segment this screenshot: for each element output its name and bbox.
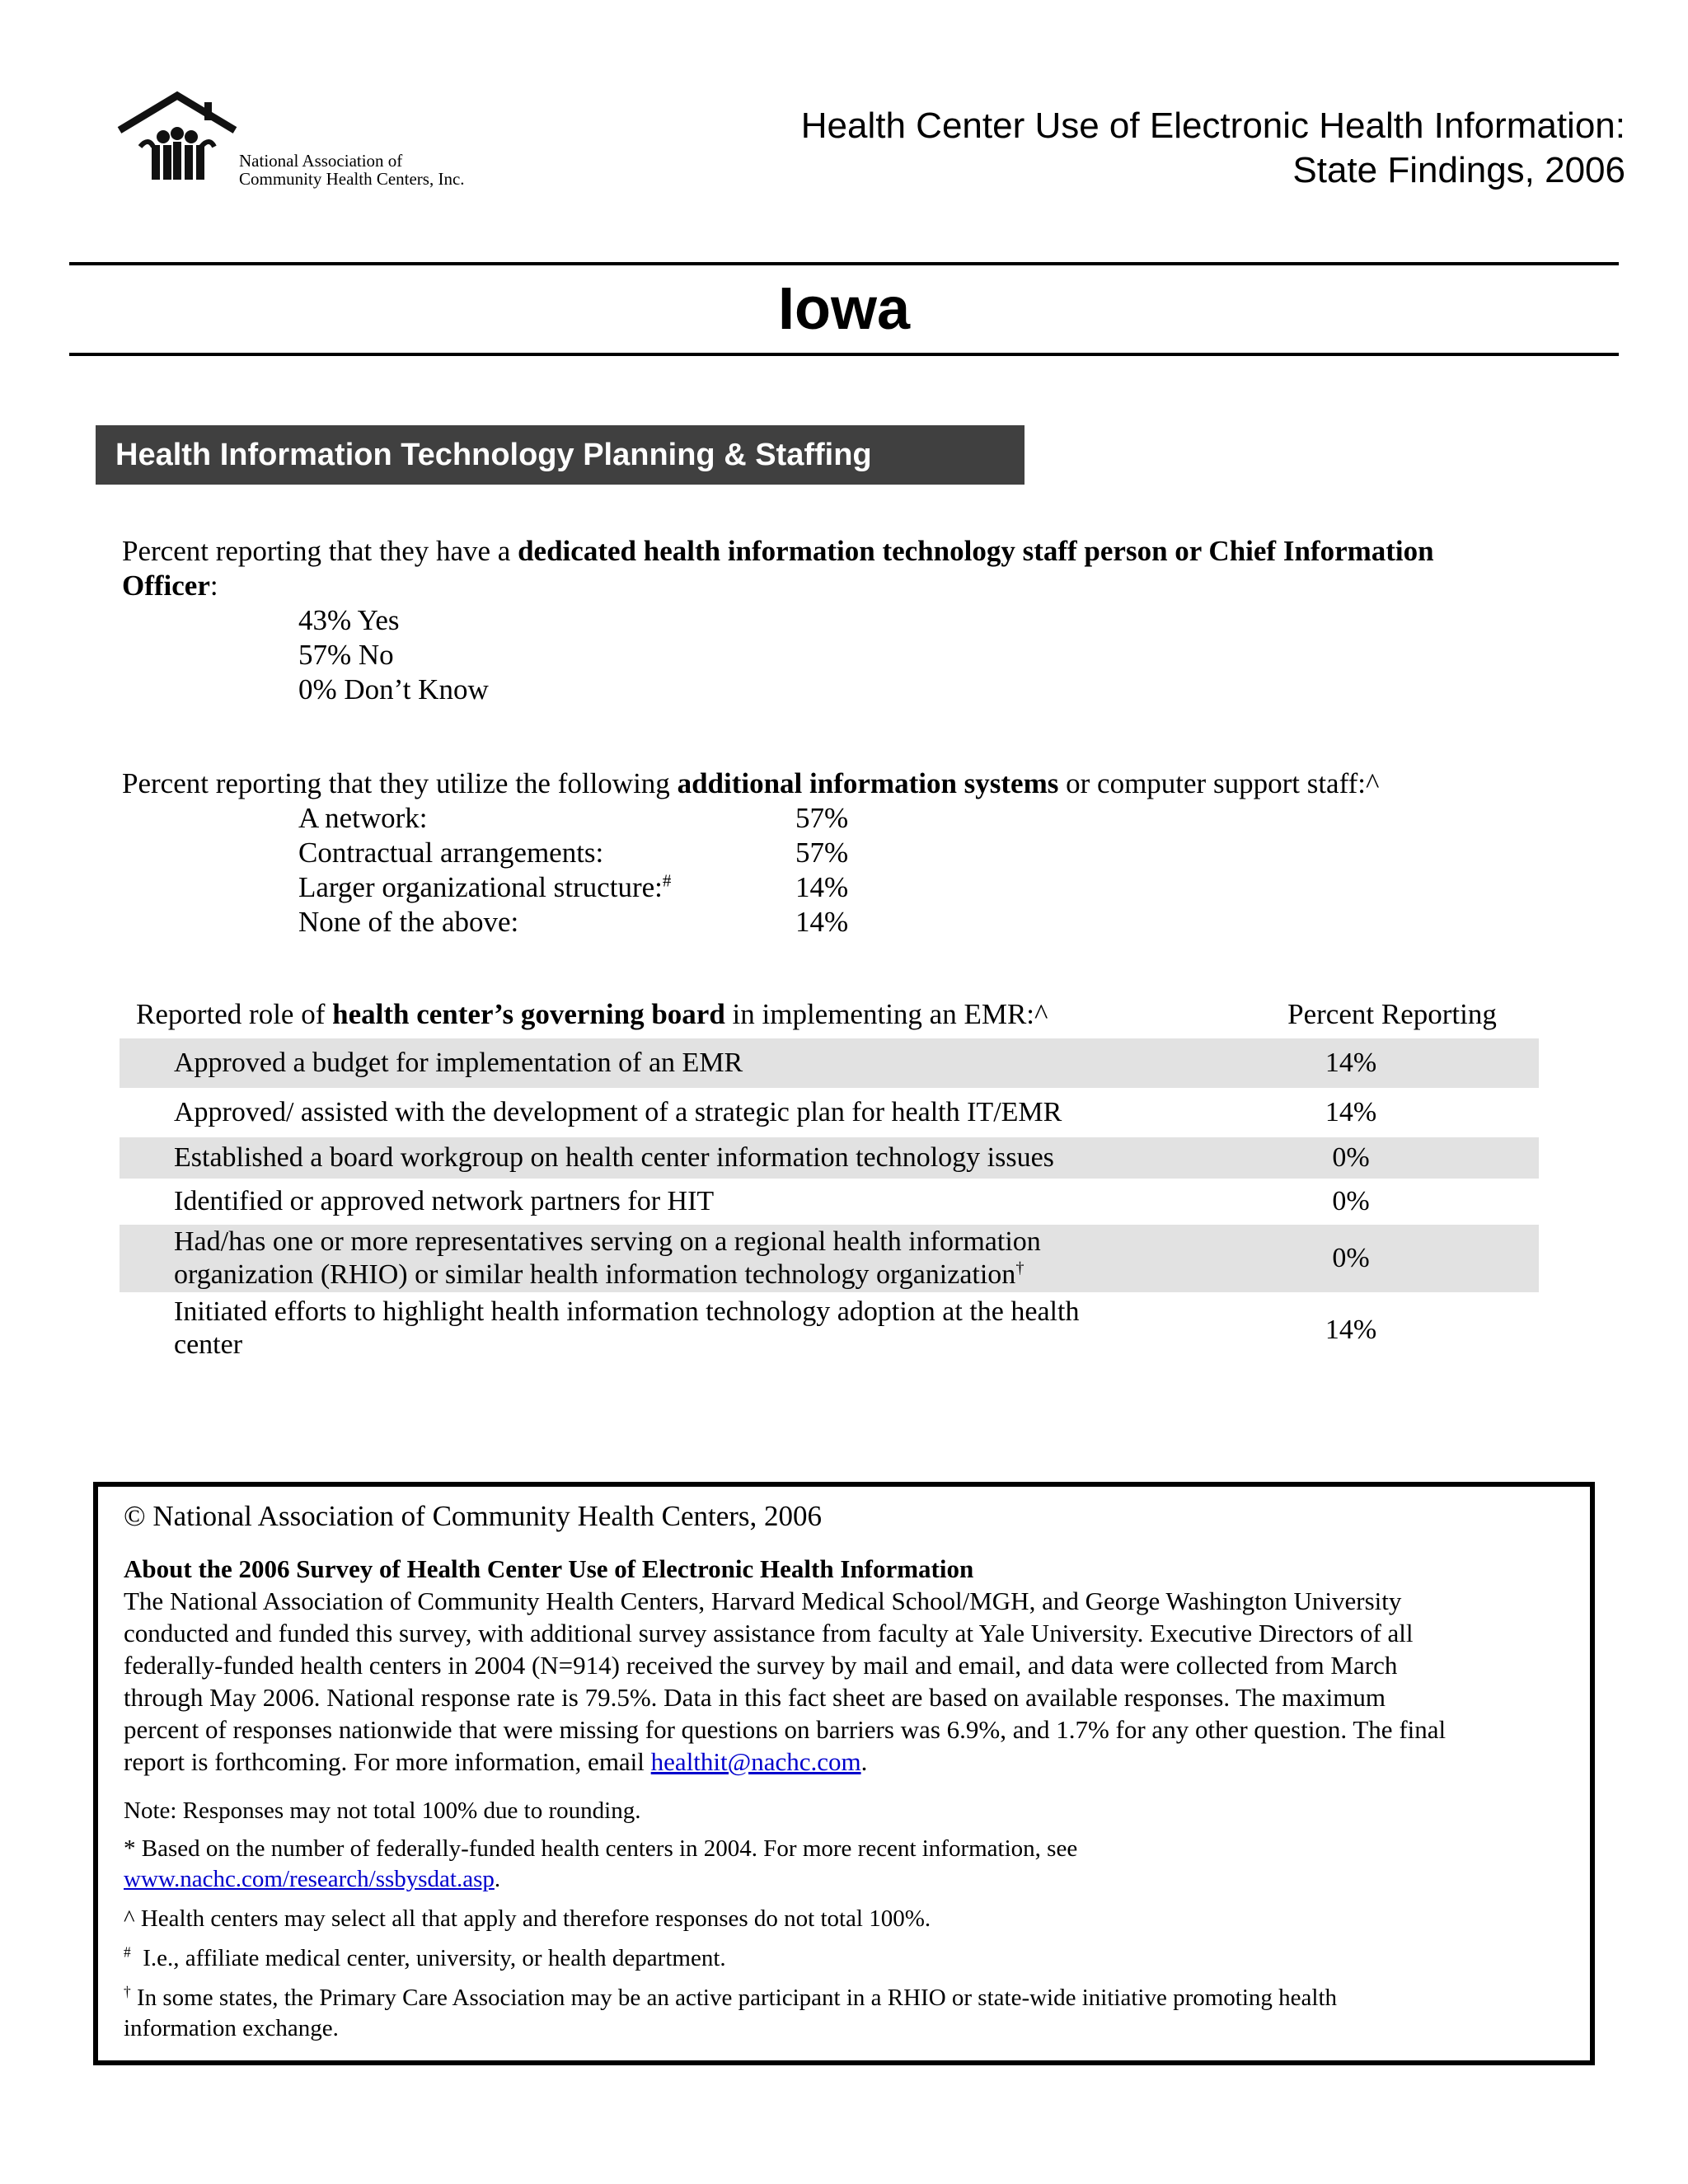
about-text-line: federally-funded health centers in 2004 (N=914) received the survey by mail and email, and data were collected from March (124, 1651, 1398, 1680)
q1-question-line2: Officer: (122, 569, 218, 602)
email-link[interactable]: healthit@nachc.com (650, 1747, 861, 1776)
star-note: * Based on the number of federally-funded health centers in 2004. For more recent information, see (124, 1835, 1078, 1862)
q2-item-label: None of the above: (298, 906, 519, 938)
row-label: Approved/ assisted with the development of a strategic plan for health IT/EMR (174, 1097, 1062, 1127)
dagger-note-line1: † In some states, the Primary Care Association may be an active participant in a RHIO or state-wide initiative promoting health (124, 1983, 1337, 2011)
q2-item-label: A network: (298, 802, 428, 834)
about-title: About the 2006 Survey of Health Center Use of Electronic Health Information (124, 1554, 974, 1583)
footnote-mark-hash: # (662, 870, 672, 891)
section-banner: Health Information Technology Planning & Staffing (96, 425, 1025, 485)
row-value: 0% (1332, 1142, 1370, 1173)
row-label: Identified or approved network partners for HIT (174, 1186, 715, 1216)
nachc-logo (115, 89, 511, 196)
q1-answer-yes: 43% Yes (298, 604, 400, 636)
copyright: © National Association of Community Health Centers, 2006 (124, 1500, 823, 1532)
state-name: Iowa (777, 276, 911, 342)
header-rule-bottom (69, 353, 1619, 356)
board-question: Reported role of health center’s governing board in implementing an EMR:^ (136, 998, 1048, 1030)
q2-question: Percent reporting that they utilize the following additional information systems or computer support staff:^ (122, 767, 1380, 799)
house-people-icon (115, 89, 239, 188)
table-row (120, 1038, 1539, 1088)
table-row (120, 1088, 1539, 1137)
q2-item-value: 14% (795, 906, 849, 938)
q2-item-value: 57% (795, 802, 849, 834)
row-value: 14% (1325, 1047, 1377, 1078)
q2-item-value: 57% (795, 837, 849, 869)
row-label-line2: center (174, 1329, 243, 1360)
percent-reporting-header: Percent Reporting (1287, 998, 1497, 1030)
about-text-line: through May 2006. National response rate is 79.5%. Data in this fact sheet are based on available responses. The maximum (124, 1683, 1386, 1712)
nachc-research-link[interactable]: www.nachc.com/research/ssbysdat.asp (124, 1866, 495, 1892)
row-label: Approved a budget for implementation of an EMR (174, 1047, 743, 1078)
header-rule-top (69, 262, 1619, 265)
table-row (120, 1137, 1539, 1179)
rounding-note: Note: Responses may not total 100% due to rounding. (124, 1797, 641, 1824)
q2-item-value: 14% (795, 871, 849, 903)
row-value: 14% (1325, 1097, 1377, 1127)
table-row (120, 1225, 1539, 1292)
row-value: 0% (1332, 1243, 1370, 1273)
logo-org-name: National Association of Community Health Centers, Inc. (239, 151, 465, 189)
hash-note: # I.e., affiliate medical center, university, or health department. (124, 1943, 726, 1971)
row-label: Established a board workgroup on health center information technology issues (174, 1142, 1054, 1173)
about-text-line: The National Association of Community Health Centers, Harvard Medical School/MGH, and George Washington University (124, 1586, 1402, 1615)
about-text-line: conducted and funded this survey, with additional survey assistance from faculty at Yale University. Executive Directors of all (124, 1619, 1414, 1647)
star-note-link-line: www.nachc.com/research/ssbysdat.asp. (124, 1866, 501, 1892)
caret-note: ^ Health centers may select all that apply and therefore responses do not total 100%. (124, 1905, 931, 1932)
report-title-line1: Health Center Use of Electronic Health Information: (800, 105, 1625, 146)
row-value: 0% (1332, 1186, 1370, 1216)
q1-answer-dont-know: 0% Don’t Know (298, 673, 489, 705)
table-row (120, 1292, 1539, 1368)
q2-item-label: Contractual arrangements: (298, 837, 604, 869)
q1-question-line1: Percent reporting that they have a dedicated health information technology staff person or Chief Information (122, 535, 1434, 567)
dagger-note-line2: information exchange. (124, 2015, 339, 2041)
survey-info-box (93, 1482, 1595, 2065)
row-label-line2: organization (RHIO) or similar health information technology organization† (174, 1258, 1025, 1290)
q2-item-label: Larger organizational structure:# (298, 870, 672, 903)
report-title-line2: State Findings, 2006 (1292, 150, 1625, 190)
footnote-mark-dagger: † (1015, 1258, 1025, 1277)
table-row (120, 1179, 1539, 1225)
about-text-line: percent of responses nationwide that were missing for questions on barriers was 6.9%, and 1.7% for any other question. The final (124, 1715, 1447, 1744)
row-label-line1: Initiated efforts to highlight health information technology adoption at the health (174, 1296, 1080, 1327)
about-text-line: report is forthcoming. For more information, email healthit@nachc.com. (124, 1747, 868, 1776)
row-label-line1: Had/has one or more representatives serving on a regional health information (174, 1226, 1041, 1257)
q1-answer-no: 57% No (298, 639, 394, 671)
row-value: 14% (1325, 1315, 1377, 1345)
